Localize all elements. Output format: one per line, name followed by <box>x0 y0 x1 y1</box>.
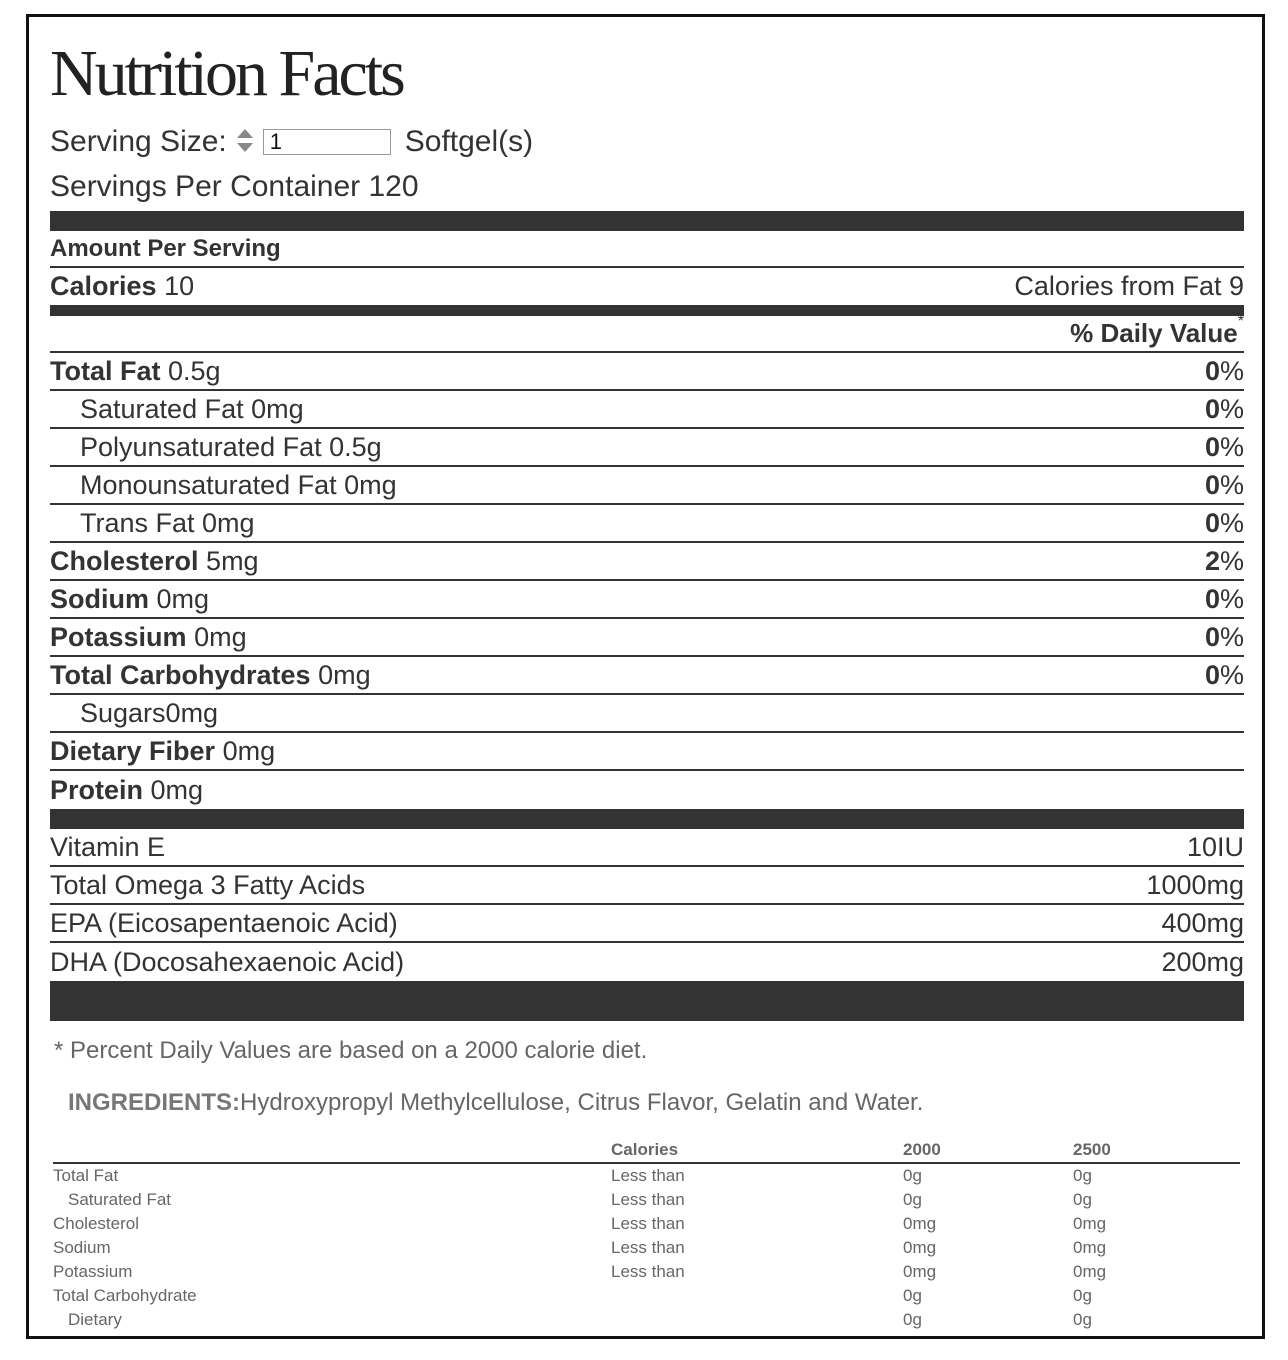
reference-header-nutrient <box>53 1137 611 1163</box>
reference-nutrient: Saturated Fat <box>68 1190 172 1209</box>
servings-per-container: Servings Per Container 120 <box>50 170 419 203</box>
amount-per-serving-row <box>50 231 1244 268</box>
nutrient-name: Monounsaturated Fat 0mg <box>80 470 397 500</box>
nutrient-name: Sodium <box>50 584 149 614</box>
supplement-row <box>50 906 1244 943</box>
reference-2500: 0g <box>1073 1190 1092 1209</box>
supplement-name: EPA (Eicosapentaenoic Acid) <box>50 908 398 938</box>
amount-per-serving-label: Amount Per Serving <box>50 234 281 262</box>
serving-size-label: Serving Size: <box>50 125 227 158</box>
reference-nutrient: Total Fat <box>53 1166 119 1185</box>
nutrient-daily-value: 0% <box>1204 660 1244 690</box>
reference-qualifier <box>611 1308 903 1332</box>
serving-size-spinner[interactable] <box>235 127 255 157</box>
nutrient-daily-value: 0% <box>1204 356 1244 386</box>
nutrient-row <box>50 658 1244 695</box>
daily-value-footnote: * Percent Daily Values are based on a 2000 calorie diet. <box>54 1037 648 1064</box>
reference-2000: 0mg <box>903 1238 937 1257</box>
calories-from-fat: Calories from Fat 9 <box>1014 271 1244 301</box>
nutrient-amount: 0mg <box>150 775 204 805</box>
serving-unit-label: Softgel(s) <box>404 125 534 158</box>
reference-qualifier: Less than <box>611 1190 685 1209</box>
nutrient-name: Total Fat <box>50 356 161 386</box>
nutrient-row <box>50 696 1244 733</box>
reference-qualifier: Less than <box>611 1166 685 1185</box>
reference-row <box>53 1284 1240 1308</box>
thick-bottom-bar <box>50 981 1244 1021</box>
nutrient-daily-value: 2% <box>1204 546 1244 576</box>
supplement-name: Vitamin E <box>50 832 166 862</box>
reference-nutrient: Total Carbohydrate <box>53 1286 197 1305</box>
reference-2500: 0g <box>1073 1310 1092 1329</box>
nutrient-daily-value: 0% <box>1204 394 1244 424</box>
daily-value-label: % Daily Value <box>1070 318 1238 348</box>
nutrient-name: Total Carbohydrates <box>50 660 311 690</box>
nutrient-amount: 0.5g <box>168 356 221 386</box>
nutrient-amount: 0mg <box>156 584 210 614</box>
nutrient-name: Trans Fat 0mg <box>80 508 255 538</box>
reference-2000: 0g <box>903 1190 922 1209</box>
nutrient-row <box>50 354 1244 391</box>
nutrient-name: Dietary Fiber <box>50 736 216 766</box>
reference-qualifier: Less than <box>611 1238 685 1257</box>
reference-2500: 0mg <box>1073 1238 1107 1257</box>
nutrient-daily-value: 0% <box>1204 470 1244 500</box>
reference-nutrient: Potassium <box>53 1262 133 1281</box>
nutrient-daily-value: 0% <box>1204 432 1244 462</box>
reference-2000: 0mg <box>903 1214 937 1233</box>
serving-size-input[interactable] <box>263 129 391 155</box>
nutrient-amount: 5mg <box>206 546 259 576</box>
supplement-amount: 200mg <box>1161 947 1244 977</box>
spin-up-icon[interactable] <box>237 129 253 138</box>
nutrient-row <box>50 544 1244 581</box>
nutrient-row <box>50 430 1244 467</box>
reference-2500: 0g <box>1073 1286 1092 1305</box>
nutrient-row <box>50 734 1244 771</box>
reference-header-row <box>53 1137 1240 1163</box>
reference-row <box>53 1163 1240 1188</box>
nutrient-row <box>50 392 1244 429</box>
nutrient-name: Saturated Fat 0mg <box>80 394 304 424</box>
supplement-row <box>50 868 1244 905</box>
supplement-name: DHA (Docosahexaenoic Acid) <box>50 947 405 977</box>
reference-nutrient: Sodium <box>53 1238 111 1257</box>
nutrient-name: Polyunsaturated Fat 0.5g <box>80 432 382 462</box>
nutrient-row <box>50 582 1244 619</box>
nutrient-amount: 0mg <box>194 622 247 652</box>
supplement-amount: 10IU <box>1186 832 1244 862</box>
daily-value-reference-table <box>53 1137 1240 1332</box>
reference-row <box>53 1212 1240 1236</box>
reference-2000: 0g <box>903 1310 922 1329</box>
reference-header-2000: 2000 <box>903 1137 1073 1163</box>
nutrient-amount: 0mg <box>318 660 371 690</box>
reference-2000: 0g <box>903 1286 922 1305</box>
reference-2000: 0g <box>903 1166 922 1185</box>
nutrition-facts-panel <box>26 14 1265 1339</box>
nutrient-row <box>50 468 1244 505</box>
reference-nutrient: Cholesterol <box>53 1214 139 1233</box>
reference-qualifier: Less than <box>611 1214 685 1233</box>
supplement-row <box>50 830 1244 867</box>
reference-2500: 0mg <box>1073 1214 1107 1233</box>
nutrient-daily-value: 0% <box>1204 508 1244 538</box>
reference-row <box>53 1260 1240 1284</box>
reference-2000: 0mg <box>903 1262 937 1281</box>
reference-row <box>53 1236 1240 1260</box>
reference-header-calories: Calories <box>611 1137 903 1163</box>
thick-divider <box>50 809 1244 829</box>
ingredients-text: Hydroxypropyl Methylcellulose, Citrus Flavor, Gelatin and Water. <box>240 1089 924 1116</box>
nutrient-daily-value: 0% <box>1204 622 1244 652</box>
reference-2500: 0g <box>1073 1166 1092 1185</box>
nutrient-daily-value: 0% <box>1204 584 1244 614</box>
spin-down-icon[interactable] <box>237 143 253 152</box>
calories-value: 10 <box>164 271 195 301</box>
nutrient-row <box>50 772 1244 809</box>
supplement-amount: 400mg <box>1161 908 1244 938</box>
reference-2500: 0mg <box>1073 1262 1107 1281</box>
reference-qualifier <box>611 1284 903 1308</box>
calories-label: Calories <box>50 271 157 301</box>
supplement-row <box>50 944 1244 981</box>
medium-divider <box>50 305 1244 316</box>
ingredients <box>68 1089 923 1117</box>
calories-row <box>50 268 1244 305</box>
nutrient-row <box>50 620 1244 657</box>
daily-value-asterisk: * <box>1237 313 1244 331</box>
reference-row <box>53 1308 1240 1332</box>
thick-divider <box>50 211 1244 231</box>
nutrient-name: Cholesterol <box>50 546 199 576</box>
nutrient-amount: 0mg <box>222 736 276 766</box>
nutrient-name: Potassium <box>50 622 187 652</box>
reference-qualifier: Less than <box>611 1262 685 1281</box>
nutrient-name: Protein <box>50 775 144 805</box>
nutrient-row <box>50 506 1244 543</box>
reference-header-2500: 2500 <box>1073 1137 1240 1163</box>
page-title: Nutrition Facts <box>50 37 403 110</box>
ingredients-label: INGREDIENTS: <box>68 1089 241 1116</box>
daily-value-header <box>50 313 1244 353</box>
reference-nutrient: Dietary <box>68 1310 122 1329</box>
supplement-amount: 1000mg <box>1146 870 1244 900</box>
supplement-name: Total Omega 3 Fatty Acids <box>50 870 366 900</box>
nutrient-name: Sugars0mg <box>80 698 219 728</box>
serving-size-row <box>50 122 533 162</box>
reference-row <box>53 1188 1240 1212</box>
